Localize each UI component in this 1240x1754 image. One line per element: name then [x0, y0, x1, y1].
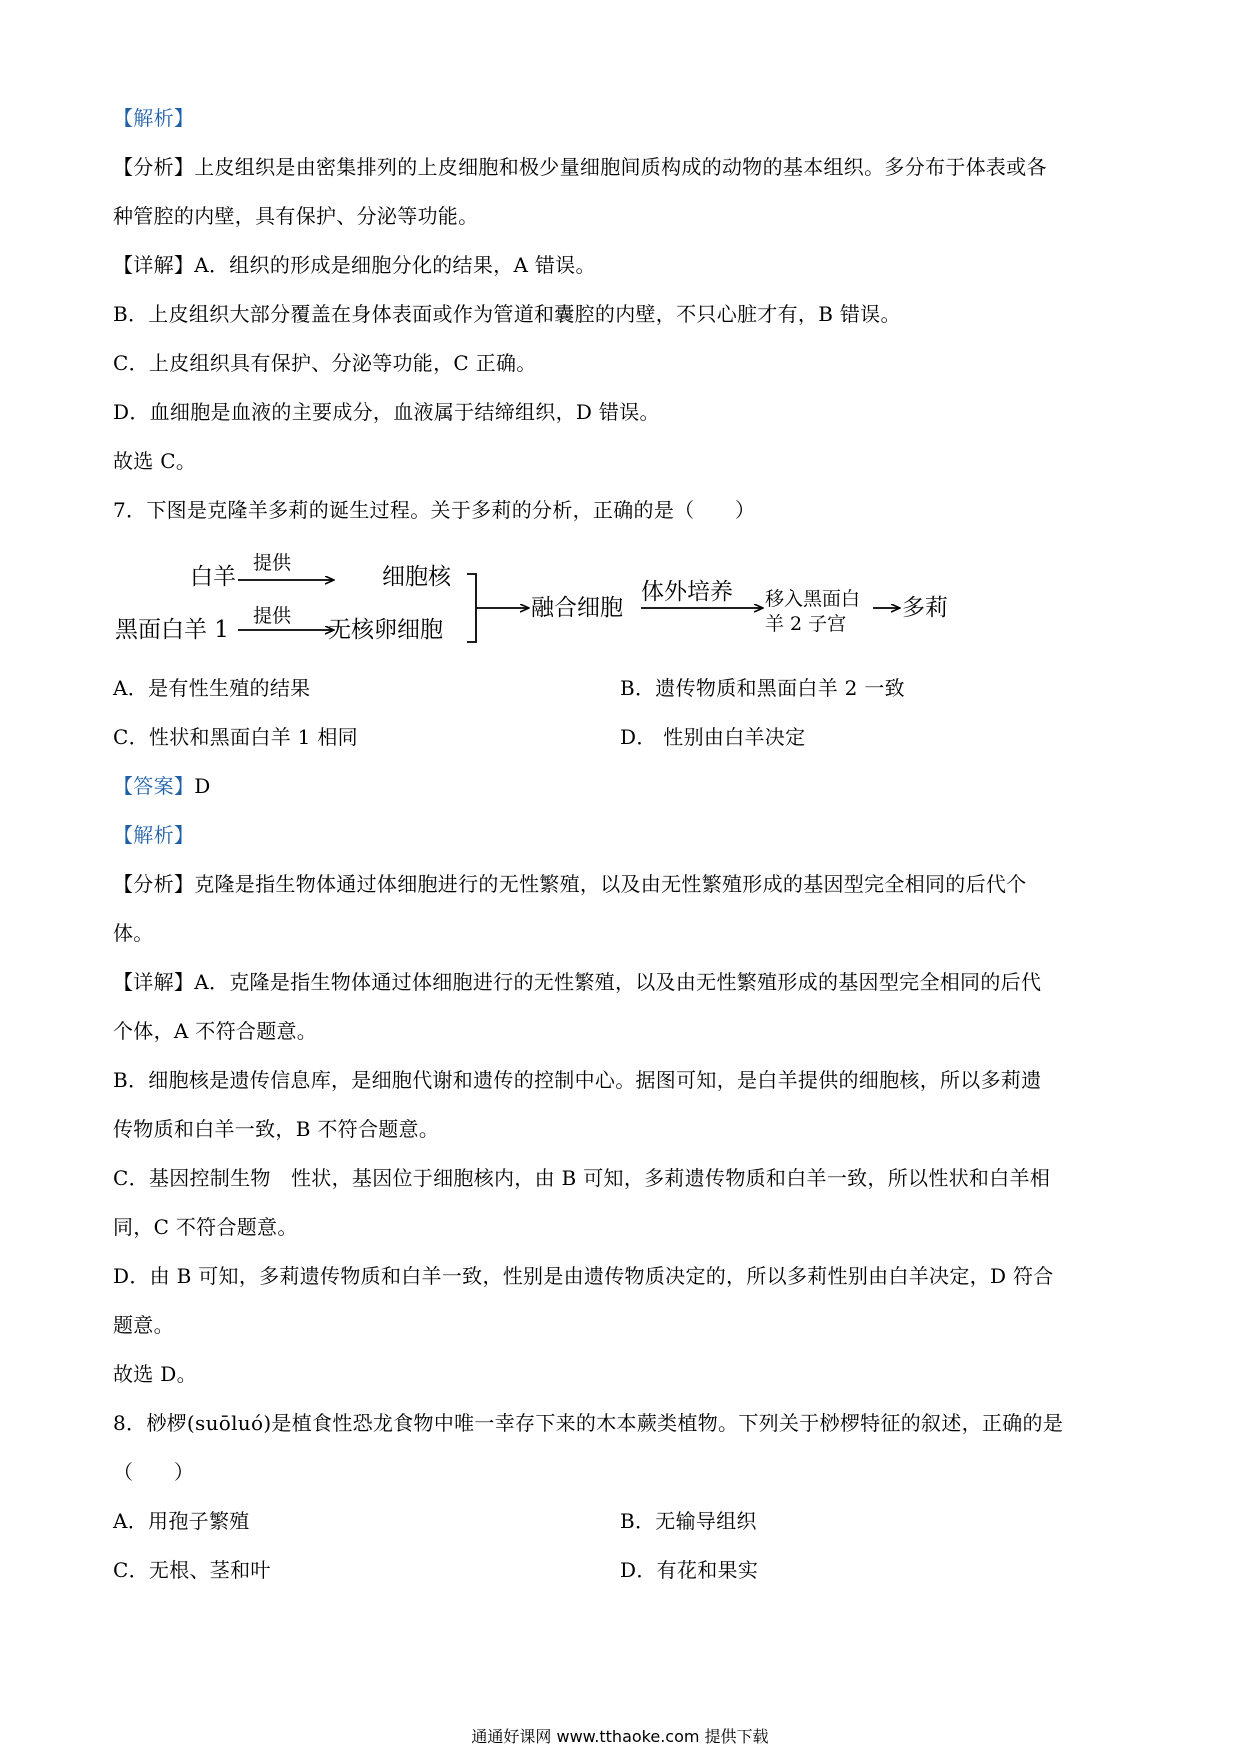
q7-line-c1: C．基因控制生物 性状，基因位于细胞核内，由 B 可知，多莉遗传物质和白羊一致，所以性状和白羊相 — [113, 1166, 1051, 1190]
q6-line-c: C．上皮组织具有保护、分泌等功能，C 正确。 — [113, 351, 537, 375]
q6-fenxi-line-2: 种管腔的内壁，具有保护、分泌等功能。 — [113, 204, 479, 228]
xiangjie-text: A．克隆是指生物体通过体细胞进行的无性繁殖，以及由无性繁殖形成的基因型完全相同的后代 — [194, 970, 1042, 994]
merge-bracket — [467, 574, 476, 642]
q7-line-c2: 同，C 不符合题意。 — [113, 1215, 298, 1239]
diagram-implant-2: 羊 2 子宫 — [765, 613, 847, 635]
q7-line-d2: 题意。 — [113, 1313, 174, 1337]
q7-line-d1: D．由 B 可知，多莉遗传物质和白羊一致，性别是由遗传物质决定的，所以多莉性别由白羊决定，D 符合 — [113, 1264, 1054, 1288]
q6-line-b: B．上皮组织大部分覆盖在身体表面或作为管道和囊腔的内壁，不只心脏才有，B 错误。 — [113, 302, 901, 326]
diagram-implant-1: 移入黑面白 — [765, 588, 861, 610]
fenxi-text: 上皮组织是由密集排列的上皮细胞和极少量细胞间质构成的动物的基本组织。多分布于体表或各 — [194, 155, 1047, 179]
q7-option-a: A．是有性生殖的结果 — [113, 676, 311, 700]
cloning-diagram — [110, 552, 970, 656]
answer-tag: 【答案】 — [113, 774, 195, 798]
q8-option-c: C．无根、茎和叶 — [113, 1558, 271, 1582]
q7-line-b2: 传物质和白羊一致，B 不符合题意。 — [113, 1117, 440, 1141]
diagram-dolly: 多莉 — [902, 595, 948, 621]
q7-line-b1: B．细胞核是遗传信息库，是细胞代谢和遗传的控制中心。据图可知，是白羊提供的细胞核，所以多莉遗 — [113, 1068, 1042, 1092]
q8-stem-1: 8．桫椤(suōluó)是植食性恐龙食物中唯一幸存下来的木本蕨类植物。下列关于桫椤特征的叙述，正确的是 — [113, 1411, 1064, 1435]
jiexi-tag: 【解析】 — [113, 106, 195, 130]
xiangjie-tag: 【详解】 — [113, 970, 195, 994]
q7-xiangjie-a2: 个体，A 不符合题意。 — [113, 1019, 318, 1043]
q7-answer — [113, 773, 211, 799]
answer-value: D — [194, 774, 211, 798]
diagram-white-sheep: 白羊 — [190, 564, 236, 590]
q8-option-d: D．有花和果实 — [620, 1558, 759, 1582]
diagram-provide-1: 提供 — [253, 552, 292, 574]
q6-jiexi-heading — [113, 105, 194, 131]
q7-choose: 故选 D。 — [113, 1362, 197, 1386]
diagram-enucleated-egg: 无核卵细胞 — [328, 617, 443, 643]
q7-xiangjie-a1 — [113, 969, 1041, 995]
q6-line-d: D．血细胞是血液的主要成分，血液属于结缔组织，D 错误。 — [113, 400, 660, 424]
diagram-black-sheep-1: 黑面白羊 1 — [115, 617, 229, 643]
q7-option-b: B．遗传物质和黑面白羊 2 一致 — [620, 676, 905, 700]
jiexi-tag: 【解析】 — [113, 823, 195, 847]
fenxi-text: 克隆是指生物体通过体细胞进行的无性繁殖，以及由无性繁殖形成的基因型完全相同的后代个 — [194, 872, 1027, 896]
q7-option-c: C．性状和黑面白羊 1 相同 — [113, 725, 358, 749]
q7-fenxi-line-1 — [113, 871, 1027, 897]
page-footer: 通通好课网 www.tthaoke.com 提供下载 — [471, 1727, 769, 1746]
diagram-culture: 体外培养 — [641, 579, 733, 605]
fenxi-tag: 【分析】 — [113, 872, 195, 896]
q7-stem: 7．下图是克隆羊多莉的诞生过程。关于多莉的分析，正确的是（ ） — [113, 498, 756, 522]
q6-fenxi-line-1 — [113, 154, 1047, 180]
fenxi-tag: 【分析】 — [113, 155, 195, 179]
xiangjie-tag: 【详解】 — [113, 253, 195, 277]
q7-fenxi-line-2: 体。 — [113, 921, 154, 945]
q6-choose: 故选 C。 — [113, 449, 197, 473]
diagram-arrows — [110, 556, 970, 656]
q7-jiexi-heading — [113, 822, 194, 848]
q6-xiangjie-a — [113, 252, 596, 278]
q8-stem-2: （ ） — [113, 1460, 195, 1484]
q8-option-b: B．无输导组织 — [620, 1509, 757, 1533]
xiangjie-text: A．组织的形成是细胞分化的结果，A 错误。 — [194, 253, 596, 277]
diagram-nucleus: 细胞核 — [382, 564, 451, 590]
q8-option-a: A．用孢子繁殖 — [113, 1509, 250, 1533]
diagram-fused-cell: 融合细胞 — [531, 595, 623, 621]
diagram-provide-2: 提供 — [253, 605, 292, 627]
q7-option-d: D． 性别由白羊决定 — [620, 725, 806, 749]
